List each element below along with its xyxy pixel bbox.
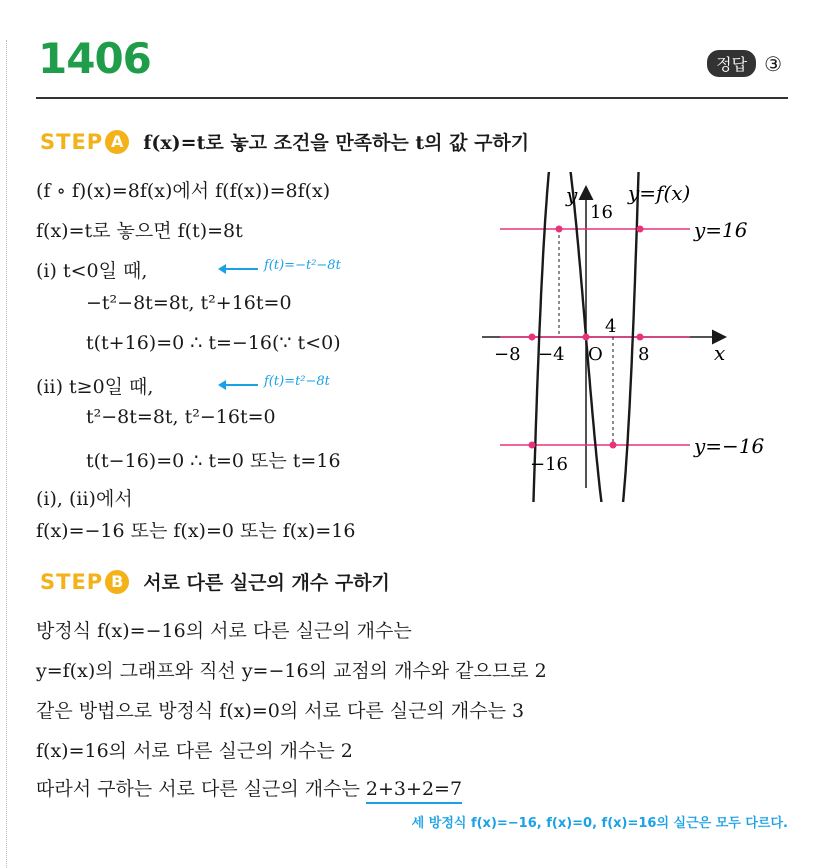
step-a-heading bbox=[40, 128, 529, 155]
step-a-line-3: (ⅰ) t<0일 때, bbox=[36, 260, 148, 282]
arrow-1 bbox=[224, 268, 258, 270]
step-b-word: STEP bbox=[40, 569, 104, 594]
answer-box bbox=[707, 50, 782, 77]
intersection-point bbox=[637, 334, 644, 341]
step-a-line-7: t²−8t=8t, t²−16t=0 bbox=[86, 406, 276, 428]
intersection-point bbox=[583, 334, 590, 341]
step-b-line-2: y=f(x)의 그래프와 직선 y=−16의 교점의 개수와 같으므로 2 bbox=[36, 660, 547, 682]
intersection-point bbox=[556, 226, 563, 233]
step-a-title: f(x)=t로 놓고 조건을 만족하는 t의 값 구하기 bbox=[143, 132, 530, 154]
y-tick-neg16: −16 bbox=[530, 454, 568, 475]
step-a-line-1: (f ∘ f)(x)=8f(x)에서 f(f(x))=8f(x) bbox=[36, 180, 331, 202]
step-a-line-6: (ⅱ) t≥0일 때, bbox=[36, 376, 154, 398]
step-b-title: 서로 다른 실근의 개수 구하기 bbox=[143, 572, 390, 594]
step-a-line-5: t(t+16)=0 ∴ t=−16(∵ t<0) bbox=[86, 332, 341, 354]
final-answer: 2+3+2=7 bbox=[366, 778, 462, 804]
answer-value: ③ bbox=[764, 51, 782, 76]
step-a-line-2: f(x)=t로 놓으면 f(t)=8t bbox=[36, 220, 243, 242]
step-b-line-5 bbox=[36, 774, 462, 801]
intersection-point bbox=[637, 226, 644, 233]
step-b-line-5-text: 따라서 구하는 서로 다른 실근의 개수는 bbox=[36, 778, 360, 800]
arrow-2 bbox=[224, 384, 258, 386]
intersection-point bbox=[610, 442, 617, 449]
axis-label-x: x bbox=[714, 341, 726, 365]
answer-badge: 정답 bbox=[707, 50, 756, 77]
y-tick-16: 16 bbox=[590, 202, 613, 223]
function-graph bbox=[470, 172, 800, 502]
problem-number: 1406 bbox=[38, 34, 151, 83]
step-b-line-3: 같은 방법으로 방정식 f(x)=0의 서로 다른 실근의 개수는 3 bbox=[36, 700, 525, 722]
x-tick-neg8: −8 bbox=[494, 344, 521, 365]
x4-label: 4 bbox=[605, 316, 617, 337]
axis-label-y: y bbox=[566, 183, 578, 207]
step-a-line-8: t(t−16)=0 ∴ t=0 또는 t=16 bbox=[86, 450, 341, 472]
step-a-line-4: −t²−8t=8t, t²+16t=0 bbox=[86, 292, 292, 314]
x-tick-8: 8 bbox=[638, 344, 650, 365]
margin-dotted-line bbox=[6, 40, 7, 868]
intersection-point bbox=[529, 334, 536, 341]
curve-label: y=f(x) bbox=[628, 181, 691, 205]
step-b-line-4: f(x)=16의 서로 다른 실근의 개수는 2 bbox=[36, 740, 353, 762]
step-a-word: STEP bbox=[40, 129, 104, 154]
header-rule bbox=[36, 97, 788, 99]
x-tick-neg4: −4 bbox=[538, 344, 565, 365]
footnote: 세 방정식 f(x)=−16, f(x)=0, f(x)=16의 실근은 모두 다르다. bbox=[411, 816, 788, 831]
annotation-2: f(t)=t²−8t bbox=[264, 374, 330, 389]
step-a-line-9: (ⅰ), (ⅱ)에서 bbox=[36, 488, 133, 510]
annotation-1: f(t)=−t²−8t bbox=[264, 258, 341, 273]
step-b-letter: B bbox=[105, 570, 129, 594]
line-bottom-label: y=−16 bbox=[694, 434, 765, 458]
origin-label: O bbox=[588, 344, 603, 365]
intersection-point bbox=[529, 442, 536, 449]
line-top-label: y=16 bbox=[694, 218, 748, 242]
step-b-line-1: 방정식 f(x)=−16의 서로 다른 실근의 개수는 bbox=[36, 620, 412, 642]
step-a-letter: A bbox=[105, 130, 129, 154]
step-a-line-10: f(x)=−16 또는 f(x)=0 또는 f(x)=16 bbox=[36, 520, 356, 542]
step-b-heading bbox=[40, 568, 390, 595]
